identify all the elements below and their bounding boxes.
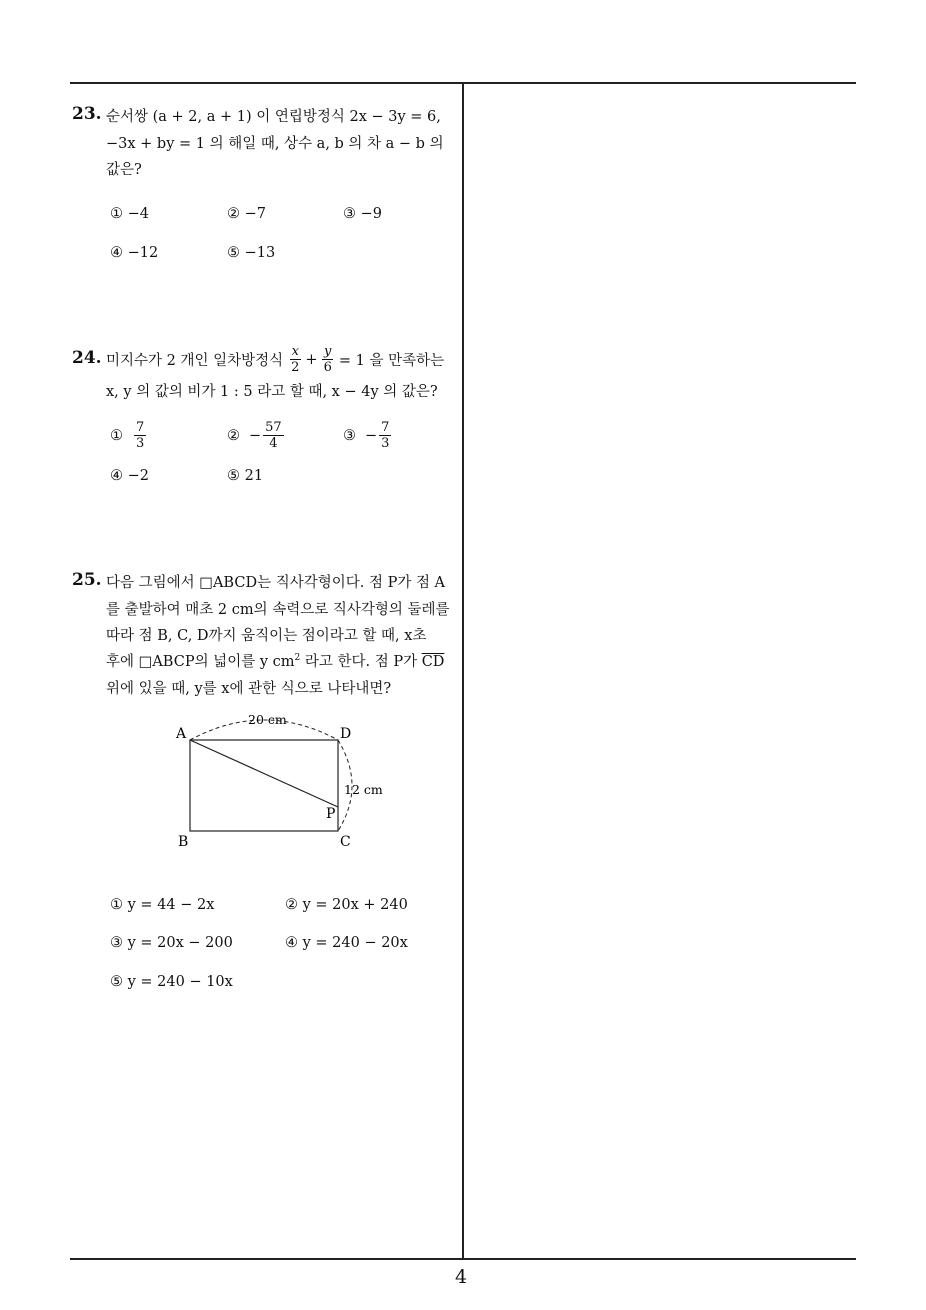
q25-line-5: 위에 있을 때, y를 x에 관한 식으로 나타내면? (106, 681, 392, 697)
q24-line-1 (106, 344, 444, 375)
q24-line-2: x, y 의 값의 비가 1 : 5 라고 할 때, x − 4y 의 값은? (106, 384, 438, 400)
page-number: 4 (455, 1266, 468, 1288)
column-divider (462, 83, 464, 1259)
q23-number: 23. (72, 104, 102, 124)
rectangle-abcd (190, 740, 338, 831)
q23-line-2: −3x + by = 1 의 해일 때, 상수 a, b 의 차 a − b 의 (106, 136, 444, 152)
label-p: P (326, 806, 336, 822)
q25-line4-text-a: 후에 □ABCP의 넓이를 y cm (106, 654, 295, 670)
q24-opt3-fraction (379, 420, 391, 451)
rectangle-figure (170, 708, 410, 858)
q24-line1-text-a: 미지수가 2 개인 일차방정식 (106, 353, 284, 369)
q24-opt2-label: ② (227, 427, 240, 444)
q24-opt3-sign: − (365, 427, 378, 444)
q25-option-1[interactable]: ① y = 44 − 2x (110, 897, 215, 913)
q24-opt2-sign: − (249, 427, 262, 444)
q25-option-5[interactable]: ⑤ y = 240 − 10x (110, 974, 233, 990)
q24-option-4[interactable]: ④ −2 (110, 468, 149, 484)
label-d: D (340, 726, 352, 742)
q24-opt1-num: 7 (136, 420, 145, 435)
label-top-length: 20 cm (248, 712, 287, 727)
q24-fraction-x-over-2 (289, 344, 301, 375)
q24-frac2-den: 6 (323, 360, 332, 375)
q24-opt1-fraction (134, 420, 146, 451)
q24-opt1-den: 3 (136, 436, 145, 451)
segment-ap (190, 740, 338, 807)
q25-option-3[interactable]: ③ y = 20x − 200 (110, 935, 233, 951)
q24-opt1-label: ① (110, 427, 123, 444)
label-b: B (178, 834, 189, 850)
q25-option-2[interactable]: ② y = 20x + 240 (285, 897, 408, 913)
q24-option-5[interactable]: ⑤ 21 (227, 468, 264, 484)
q24-opt2-den: 4 (269, 436, 278, 451)
q25-line-3: 따라 점 B, C, D까지 움직이는 점이라고 할 때, x초 (106, 628, 427, 644)
q25-line4-text-b: 라고 한다. 점 P가 (300, 654, 422, 670)
q24-line1-text-b: = 1 을 만족하는 (338, 353, 445, 369)
q24-opt3-label: ③ (343, 427, 356, 444)
q25-line-4 (106, 650, 444, 671)
label-c: C (340, 834, 351, 850)
q23-line-3: 값은? (106, 162, 142, 178)
q25-segment-cd: $\overline{CD}$ (421, 654, 445, 670)
q25-number: 25. (72, 570, 102, 590)
q25-line-1: 다음 그림에서 □ABCD는 직사각형이다. 점 P가 점 A (106, 575, 446, 591)
q25-line-2: 를 출발하여 매초 2 cm의 속력으로 직사각형의 둘레를 (106, 602, 450, 618)
label-a: A (176, 726, 187, 742)
q24-frac1-den: 2 (291, 360, 300, 375)
q23-option-3[interactable]: ③ −9 (343, 206, 382, 222)
q24-opt3-num: 7 (381, 420, 390, 435)
q24-fraction-y-over-6 (322, 344, 334, 375)
q24-option-3[interactable] (343, 420, 393, 451)
q23-option-5[interactable]: ⑤ −13 (227, 245, 276, 261)
q25-line4-sup: 2 (294, 653, 301, 664)
q25-option-4[interactable]: ④ y = 240 − 20x (285, 935, 408, 951)
q23-line-1: 순서쌍 (a + 2, a + 1) 이 연립방정식 2x − 3y = 6, (106, 109, 441, 125)
q24-opt3-den: 3 (381, 436, 390, 451)
bottom-rule (70, 1258, 856, 1260)
q24-opt2-fraction (263, 420, 284, 451)
q23-option-1[interactable]: ① −4 (110, 206, 149, 222)
q23-option-4[interactable]: ④ −12 (110, 245, 159, 261)
q24-frac1-num: x (291, 344, 299, 359)
label-side-length: 12 cm (344, 782, 383, 797)
q24-number: 24. (72, 348, 102, 368)
q24-opt2-num: 57 (265, 420, 282, 435)
q24-option-1[interactable] (110, 420, 148, 451)
q24-option-2[interactable] (227, 420, 286, 451)
q23-option-2[interactable]: ② −7 (227, 206, 266, 222)
q24-frac2-num: y (324, 344, 332, 359)
q24-plus: + (305, 351, 318, 368)
